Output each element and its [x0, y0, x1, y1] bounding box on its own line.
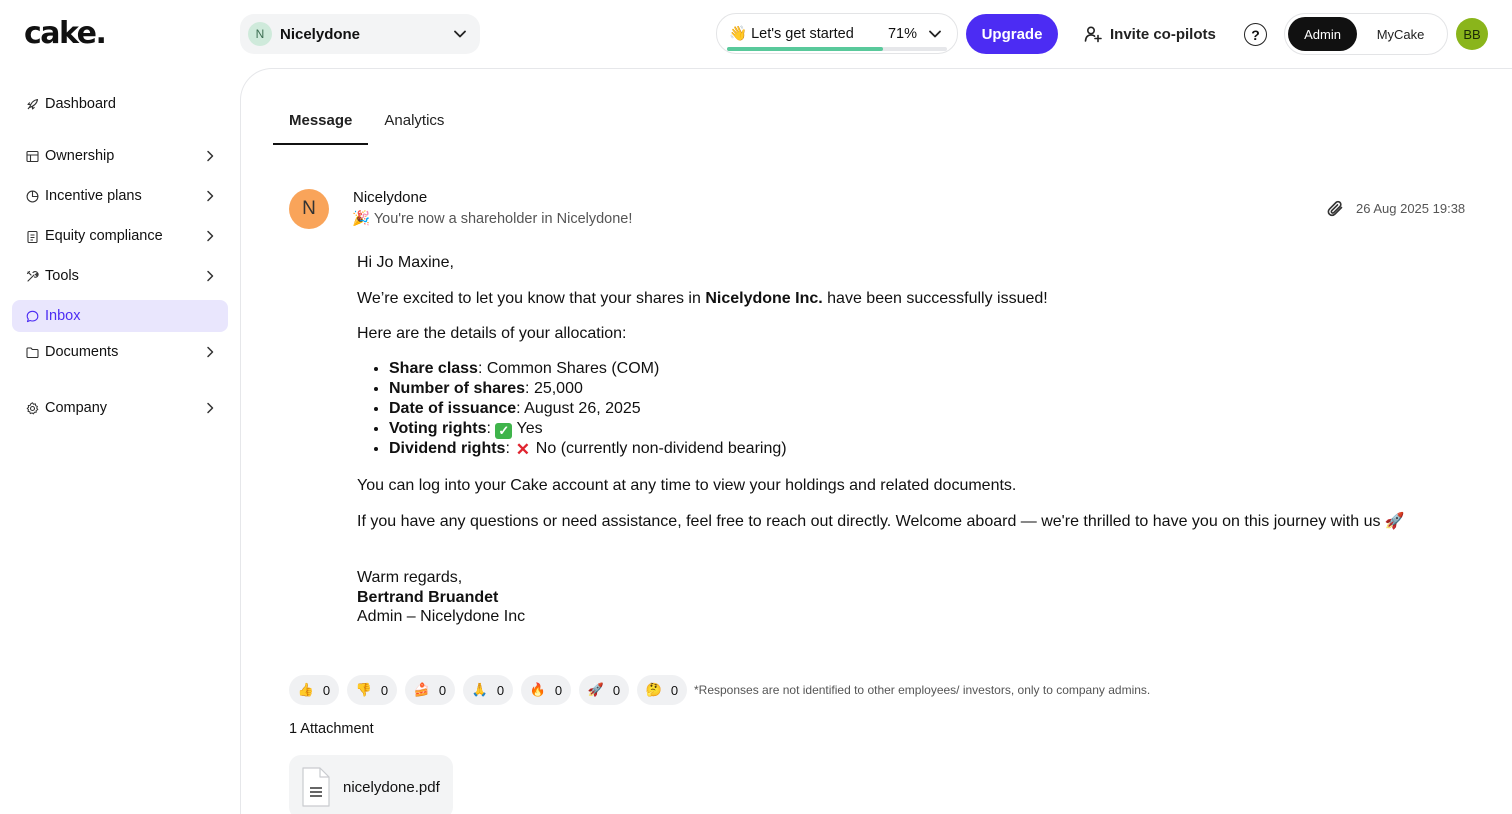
- folder-icon: [26, 346, 39, 359]
- progress-percent: 71%: [887, 25, 917, 42]
- sidebar-item-documents[interactable]: [12, 336, 228, 368]
- intro-paragraph: [357, 289, 1048, 309]
- cake-logo[interactable]: cake.: [24, 16, 106, 51]
- thinking-face-icon: 🤔: [645, 682, 662, 697]
- detail-label: Number of shares: [389, 380, 526, 397]
- sender-name: Nicelydone: [353, 189, 428, 206]
- invite-label: Invite co-pilots: [1110, 25, 1216, 43]
- progress-track: [727, 47, 947, 51]
- file-icon: [301, 766, 331, 808]
- reaction-rocket[interactable]: [579, 675, 629, 705]
- list-item: [389, 359, 787, 379]
- onboarding-progress[interactable]: [716, 13, 958, 54]
- reactions-bar: [289, 675, 687, 705]
- detail-value: : Common Shares (COM): [477, 360, 660, 377]
- sidebar-item-label: Inbox: [45, 308, 81, 324]
- sidebar-item-label: Incentive plans: [45, 188, 142, 204]
- intro-text: We’re excited to let you know that your shares in: [357, 290, 706, 307]
- chat-bubble-icon: [26, 310, 39, 323]
- rocket-icon: 🚀: [587, 682, 604, 697]
- message-tabs: [273, 104, 460, 145]
- company-switcher[interactable]: [240, 14, 480, 54]
- chevron-right-icon: [206, 346, 214, 358]
- clipboard-icon: [26, 230, 39, 243]
- detail-label: Dividend rights: [389, 440, 506, 457]
- greeting: Hi Jo Maxine,: [357, 254, 454, 271]
- sidebar-item-tools[interactable]: [12, 260, 228, 292]
- chevron-down-icon: [454, 30, 466, 38]
- reaction-count: 0: [438, 682, 447, 698]
- company-avatar: N: [248, 22, 272, 46]
- sidebar-item-incentive-plans[interactable]: [12, 180, 228, 212]
- list-item: [389, 379, 787, 399]
- chevron-right-icon: [206, 150, 214, 162]
- reaction-count: 0: [496, 682, 505, 698]
- reaction-fire[interactable]: [521, 675, 571, 705]
- chevron-right-icon: [206, 190, 214, 202]
- sidebar-item-inbox[interactable]: [12, 300, 228, 332]
- detail-value: : August 26, 2025: [516, 400, 641, 417]
- detail-label: Share class: [389, 360, 478, 377]
- thumbs-down-icon: 👎: [355, 682, 372, 697]
- cross-mark-icon: ✕: [515, 440, 530, 459]
- sidebar-item-label: Company: [45, 400, 108, 416]
- sidebar-item-label: Documents: [45, 344, 119, 360]
- help-paragraph: If you have any questions or need assistance, feel free to reach out directly. Welcome aboard — we're thrilled to have you on this journey with us 🚀: [357, 513, 1405, 530]
- detail-label: Date of issuance: [389, 400, 517, 417]
- reaction-disclaimer: *Responses are not identified to other employees/ investors, only to company admins.: [694, 683, 1151, 697]
- reaction-cake[interactable]: [405, 675, 455, 705]
- details-heading: Here are the details of your allocation:: [357, 325, 627, 342]
- invite-copilots-button[interactable]: [1084, 22, 1216, 46]
- company-name: Nicelydone: [280, 25, 361, 43]
- progress-label: 👋 Let's get started: [729, 26, 854, 42]
- gear-icon: [26, 402, 39, 415]
- detail-separator: :: [505, 440, 515, 457]
- reaction-count: 0: [612, 682, 621, 698]
- reaction-count: 0: [322, 682, 331, 698]
- sidebar-item-company[interactable]: [12, 392, 228, 424]
- chevron-down-icon: [929, 30, 941, 38]
- user-avatar[interactable]: BB: [1456, 18, 1488, 50]
- reaction-thumbs-down[interactable]: [347, 675, 397, 705]
- rocket-icon: [26, 98, 39, 111]
- reaction-count: 0: [670, 682, 679, 698]
- table-icon: [26, 150, 39, 163]
- role-toggle[interactable]: [1284, 13, 1448, 55]
- role-mycake[interactable]: MyCake: [1376, 26, 1425, 42]
- chevron-right-icon: [206, 270, 214, 282]
- sidebar-item-ownership[interactable]: [12, 140, 228, 172]
- tab-analytics[interactable]: Analytics: [384, 112, 445, 129]
- allocation-details-list: [389, 359, 787, 459]
- sidebar-item-label: Ownership: [45, 148, 115, 164]
- reaction-count: 0: [380, 682, 389, 698]
- help-icon[interactable]: ?: [1244, 23, 1267, 46]
- reaction-pray[interactable]: [463, 675, 513, 705]
- check-mark-icon: ✓: [495, 423, 512, 439]
- chevron-right-icon: [206, 230, 214, 242]
- tab-message[interactable]: Message: [273, 104, 368, 145]
- upgrade-button[interactable]: Upgrade: [966, 14, 1058, 54]
- pie-chart-icon: [26, 190, 39, 203]
- tools-icon: [26, 270, 39, 283]
- attachments-title: 1 Attachment: [289, 721, 374, 737]
- signoff: Warm regards,: [357, 569, 463, 586]
- add-user-icon: [1084, 25, 1102, 43]
- detail-value: No (currently non-dividend bearing): [531, 440, 787, 457]
- role-admin[interactable]: Admin: [1288, 17, 1357, 51]
- list-item: [389, 439, 787, 459]
- sidebar-item-label: Tools: [45, 268, 79, 284]
- attachment-filename: nicelydone.pdf: [343, 778, 440, 796]
- signer-title: Admin – Nicelydone Inc: [357, 608, 526, 625]
- paperclip-icon[interactable]: [1326, 199, 1346, 219]
- detail-separator: :: [486, 420, 496, 437]
- sidebar-item-equity-compliance[interactable]: [12, 220, 228, 252]
- sidebar-item-label: Dashboard: [45, 96, 116, 112]
- list-item: [389, 399, 787, 419]
- progress-fill: [727, 47, 883, 51]
- reaction-count: 0: [554, 682, 563, 698]
- detail-label: Voting rights: [389, 420, 487, 437]
- message-date: 26 Aug 2025 19:38: [1356, 201, 1466, 216]
- detail-value: : 25,000: [525, 380, 583, 397]
- sidebar-item-label: Equity compliance: [45, 228, 163, 244]
- reaction-thinking[interactable]: [637, 675, 687, 705]
- chevron-right-icon: [206, 402, 214, 414]
- cake-icon: 🍰: [413, 682, 430, 697]
- thumbs-up-icon: 👍: [297, 682, 314, 697]
- company-name-bold: Nicelydone Inc.: [705, 290, 823, 307]
- detail-value: Yes: [512, 420, 543, 437]
- praying-hands-icon: 🙏: [471, 682, 488, 697]
- attachment-file[interactable]: [289, 755, 453, 814]
- reaction-thumbs-up[interactable]: [289, 675, 339, 705]
- intro-text-end: have been successfully issued!: [822, 290, 1048, 307]
- list-item: [389, 419, 787, 439]
- login-paragraph: You can log into your Cake account at any time to view your holdings and related documents.: [357, 477, 1017, 494]
- message-subject: 🎉 You're now a shareholder in Nicelydone!: [352, 211, 633, 227]
- signer-name: Bertrand Bruandet: [357, 589, 499, 606]
- fire-icon: 🔥: [529, 682, 546, 697]
- sender-avatar: N: [289, 189, 329, 229]
- sidebar-item-dashboard[interactable]: [12, 88, 228, 120]
